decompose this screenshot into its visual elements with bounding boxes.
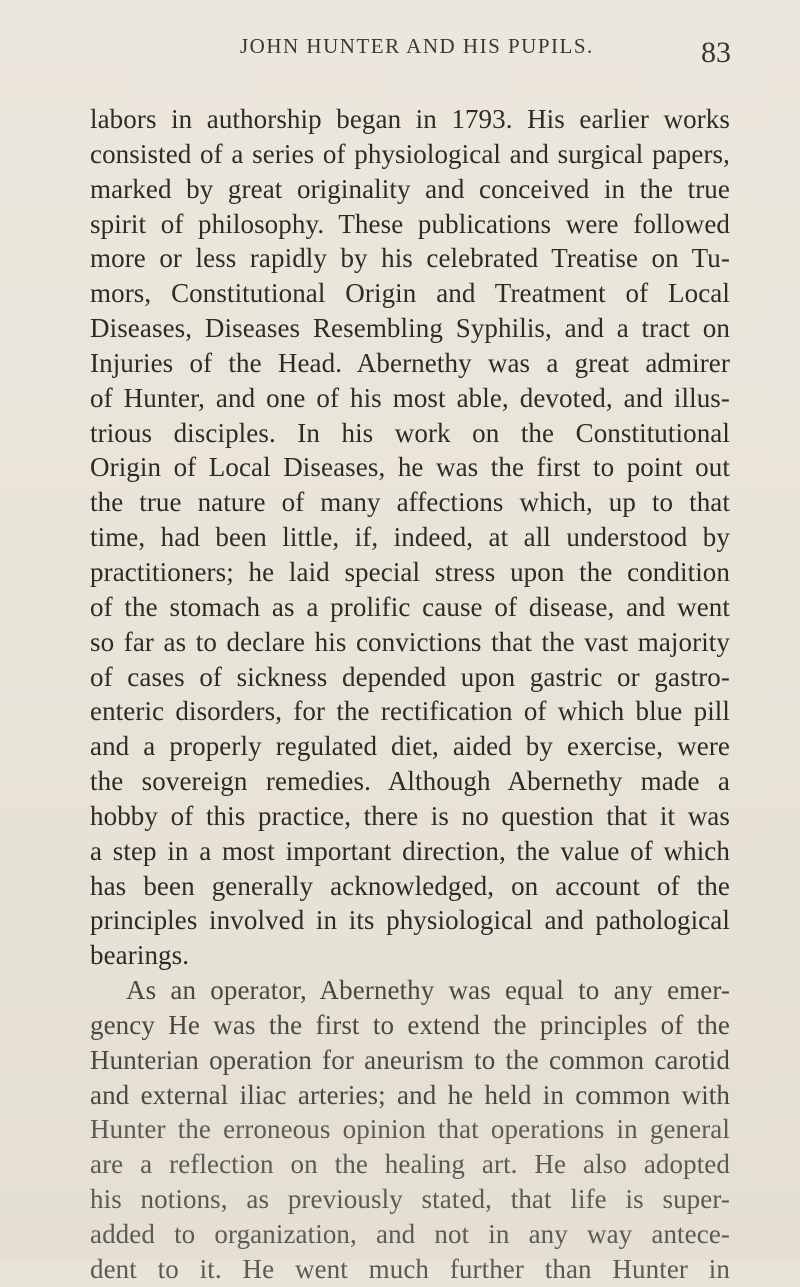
text-line: so far as to declare his convictions that the vast majority	[90, 626, 730, 657]
body-text	[90, 102, 730, 1287]
text-line: the sovereign remedies. Although Abernethy made a	[90, 766, 730, 797]
text-line: and a properly regulated diet, aided by exercise, were	[90, 731, 730, 762]
text-line: of the stomach as a prolific cause of disease, and went	[90, 591, 730, 622]
text-line: Origin of Local Diseases, he was the first to point out	[90, 452, 730, 483]
paragraph-end-line: bearings.	[90, 940, 190, 971]
text-line: more or less rapidly by his celebrated Treatise on Tu-	[90, 243, 730, 274]
text-line: Diseases, Diseases Resembling Syphilis, and a tract on	[90, 313, 730, 344]
text-line: has been generally acknowledged, on account of the	[90, 870, 730, 901]
text-line: hobby of this practice, there is no question that it was	[90, 800, 730, 831]
text-line: gency He was the first to extend the principles of the	[90, 1009, 730, 1040]
text-line: enteric disorders, for the rectification of which blue pill	[90, 696, 730, 727]
running-head: JOHN HUNTER AND HIS PUPILS.	[240, 34, 594, 58]
text-line: of Hunter, and one of his most able, devoted, and illus-	[90, 382, 730, 413]
text-line: consisted of a series of physiological and surgical papers,	[90, 138, 730, 169]
text-line: Hunterian operation for aneurism to the common carotid	[90, 1044, 730, 1075]
page-number: 83	[701, 36, 731, 69]
text-line: mors, Constitutional Origin and Treatment of Local	[90, 278, 730, 309]
text-line: and external iliac arteries; and he held in common with	[90, 1079, 730, 1110]
text-line: the true nature of many affections which, up to that	[90, 487, 730, 518]
text-line: are a reflection on the healing art. He also adopted	[90, 1149, 730, 1180]
text-line: spirit of philosophy. These publications were followed	[90, 208, 730, 239]
text-line: time, had been little, if, indeed, at all understood by	[90, 522, 730, 553]
text-line: labors in authorship began in 1793. His earlier works	[90, 104, 730, 134]
text-line: added to organization, and not in any way antece-	[90, 1219, 730, 1249]
text-line: practitioners; he laid special stress upon the condition	[90, 556, 730, 587]
text-line: trious disciples. In his work on the Constitutional	[90, 417, 730, 448]
text-line: Hunter the erroneous opinion that operations in general	[90, 1114, 730, 1145]
text-line: his notions, as previously stated, that life is super-	[90, 1184, 730, 1215]
text-line: a step in a most important direction, the value of which	[90, 835, 730, 866]
text-line: marked by great originality and conceived in the true	[90, 173, 730, 204]
paragraph-start-line: As an operator, Abernethy was equal to any emer-	[126, 975, 730, 1006]
text-line: of cases of sickness depended upon gastric or gastro-	[90, 661, 730, 692]
text-line: dent to it. He went much further than Hunter in	[90, 1253, 730, 1284]
text-line: principles involved in its physiological and pathological	[90, 905, 730, 936]
text-line: Injuries of the Head. Abernethy was a great admirer	[90, 347, 730, 378]
